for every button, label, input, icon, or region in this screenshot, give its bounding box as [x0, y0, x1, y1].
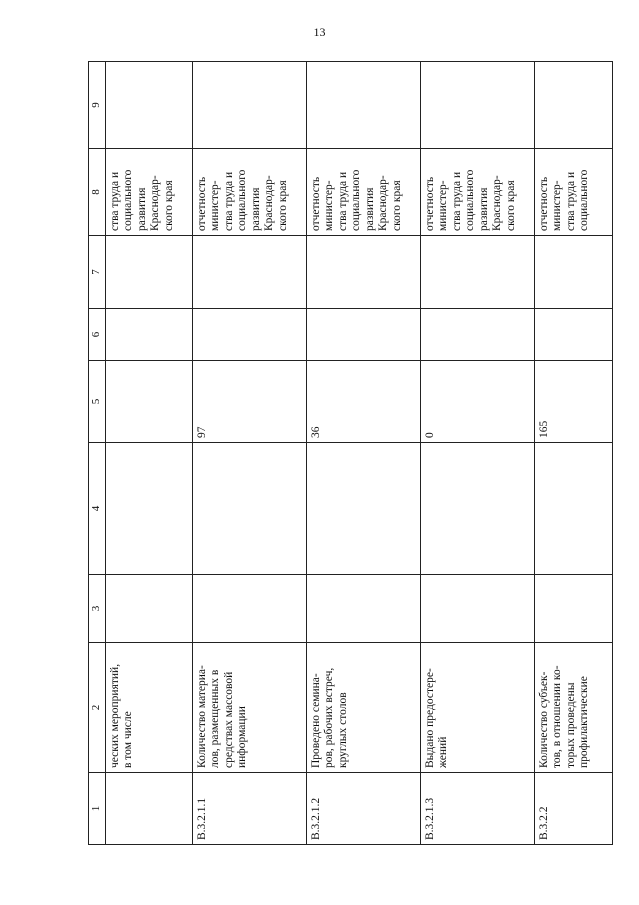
header-row: [89, 62, 106, 845]
header-cell: 4: [89, 443, 106, 575]
table-cell: [306, 575, 420, 643]
table-cell: [192, 62, 306, 149]
code-cell: В.3.2.1.2: [306, 773, 420, 845]
header-cell: 1: [89, 773, 106, 845]
table-cell: [306, 236, 420, 309]
table-cell: [105, 236, 192, 309]
header-cell: 3: [89, 575, 106, 643]
table-cell: [420, 62, 534, 149]
table-cell: [420, 443, 534, 575]
table-cell: [306, 62, 420, 149]
table-cell: [105, 575, 192, 643]
table-cell: [306, 443, 420, 575]
source-cell: ства труда и социального развития Краснодар- ского края: [105, 149, 192, 236]
source-cell: отчетность министер- ства труда и социального развития Краснодар- ского края: [192, 149, 306, 236]
table-cell: [534, 62, 612, 149]
indicators-table: [88, 61, 613, 845]
page-number: 13: [313, 25, 326, 39]
header-cell: 9: [89, 62, 106, 149]
header-cell: 6: [89, 309, 106, 361]
code-cell: В.3.2.2: [534, 773, 612, 845]
table-row: [306, 62, 420, 845]
value-cell: 36: [306, 361, 420, 443]
table-cell: [420, 309, 534, 361]
table-cell: [534, 236, 612, 309]
value-cell: 97: [192, 361, 306, 443]
name-cell: Количество материа- лов, размещенных в средствах массовой информации: [192, 643, 306, 773]
name-cell: Проведено семина- ров, рабочих встреч, круглых столов: [306, 643, 420, 773]
table-cell: [534, 575, 612, 643]
value-cell: 0: [420, 361, 534, 443]
table-cell: [105, 443, 192, 575]
header-cell: 7: [89, 236, 106, 309]
code-cell: [105, 773, 192, 845]
table-row: [534, 62, 612, 845]
name-cell: Выдано предостере- жений: [420, 643, 534, 773]
table-cell: [420, 575, 534, 643]
table-row: [105, 62, 192, 845]
table-cell: [192, 443, 306, 575]
table-cell: [192, 236, 306, 309]
name-cell: ческих мероприятий, в том числе: [105, 643, 192, 773]
code-cell: В.3.2.1.1: [192, 773, 306, 845]
name-cell: Количество субъек- тов, в отношении ко- торых проведены профилактические: [534, 643, 612, 773]
header-cell: 5: [89, 361, 106, 443]
table-cell: [105, 309, 192, 361]
source-cell: отчетность министер- ства труда и социального развития Краснодар- ского края: [306, 149, 420, 236]
table-cell: [534, 443, 612, 575]
table-cell: [306, 309, 420, 361]
table-cell: [420, 236, 534, 309]
rotated-table-wrapper: [88, 62, 590, 845]
table-cell: [192, 309, 306, 361]
value-cell: [105, 361, 192, 443]
code-cell: В.3.2.1.3: [420, 773, 534, 845]
table-cell: [192, 575, 306, 643]
value-cell: 165: [534, 361, 612, 443]
table-row: [192, 62, 306, 845]
table-cell: [534, 309, 612, 361]
header-cell: 8: [89, 149, 106, 236]
source-cell: отчетность министер- ства труда и социального развития Краснодар- ского края: [420, 149, 534, 236]
header-cell: 2: [89, 643, 106, 773]
table-row: [420, 62, 534, 845]
table-cell: [105, 62, 192, 149]
source-cell: отчетность министер- ства труда и социального: [534, 149, 612, 236]
